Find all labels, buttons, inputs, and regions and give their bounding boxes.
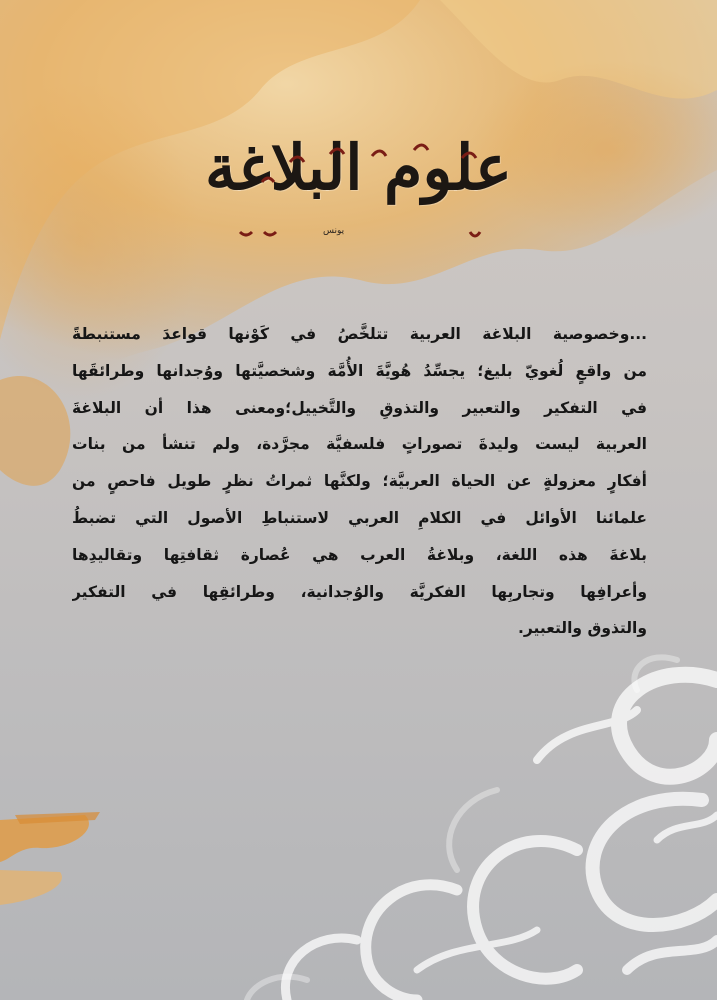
calligrapher-signature: يونس [323, 226, 345, 236]
blurb-paragraph [72, 316, 647, 647]
blurb-line-4: العربية ليست وليدةَ تصوراتٍ فلسفيَّة مجرَّدة، ولم تنشأ من بنات [72, 435, 647, 454]
decorative-calligraphy [157, 640, 717, 1000]
blurb-line-5: أفكارٍ معزولةٍ عن الحياة العربيَّة؛ ولكنَّها ثمراتُ نظرٍ طويل فاحصٍ من [72, 472, 647, 491]
blurb-line-8: وأعرافِها وتجاربِها الفكريَّة والوُجدانية، وطرائقِها في التفكير [72, 582, 647, 601]
title-block [0, 128, 717, 208]
blurb-line-3: في التفكير والتعبير والتذوقِ والتَّخييل؛ومعنى هذا أن البلاغةَ [72, 398, 647, 417]
blurb-line-7: بلاغةَ هذه اللغة، وبلاغةُ العرب هي عُصارة ثقافتِها وتقاليدِها [72, 545, 647, 564]
blurb-line-6: علمائنا الأوائل في الكلامِ العربي لاستنباطِ الأصول التي تضبطُ [72, 508, 647, 527]
blurb-line-9: والتذوق والتعبير. [518, 619, 647, 638]
blurb-line-2: من واقعٍ لُغويّ بليغ؛ يجسِّدُ هُويَّةَ الأُمَّة وشخصيَّتها ووُجدانها وطرائقَها [72, 361, 647, 380]
blurb-line-1: ...وخصوصية البلاغة العربية تتلخَّصُ في كَوْنها قواعدَ مستنبطةً [72, 325, 647, 343]
book-title: علوم البلاغة [204, 131, 512, 204]
